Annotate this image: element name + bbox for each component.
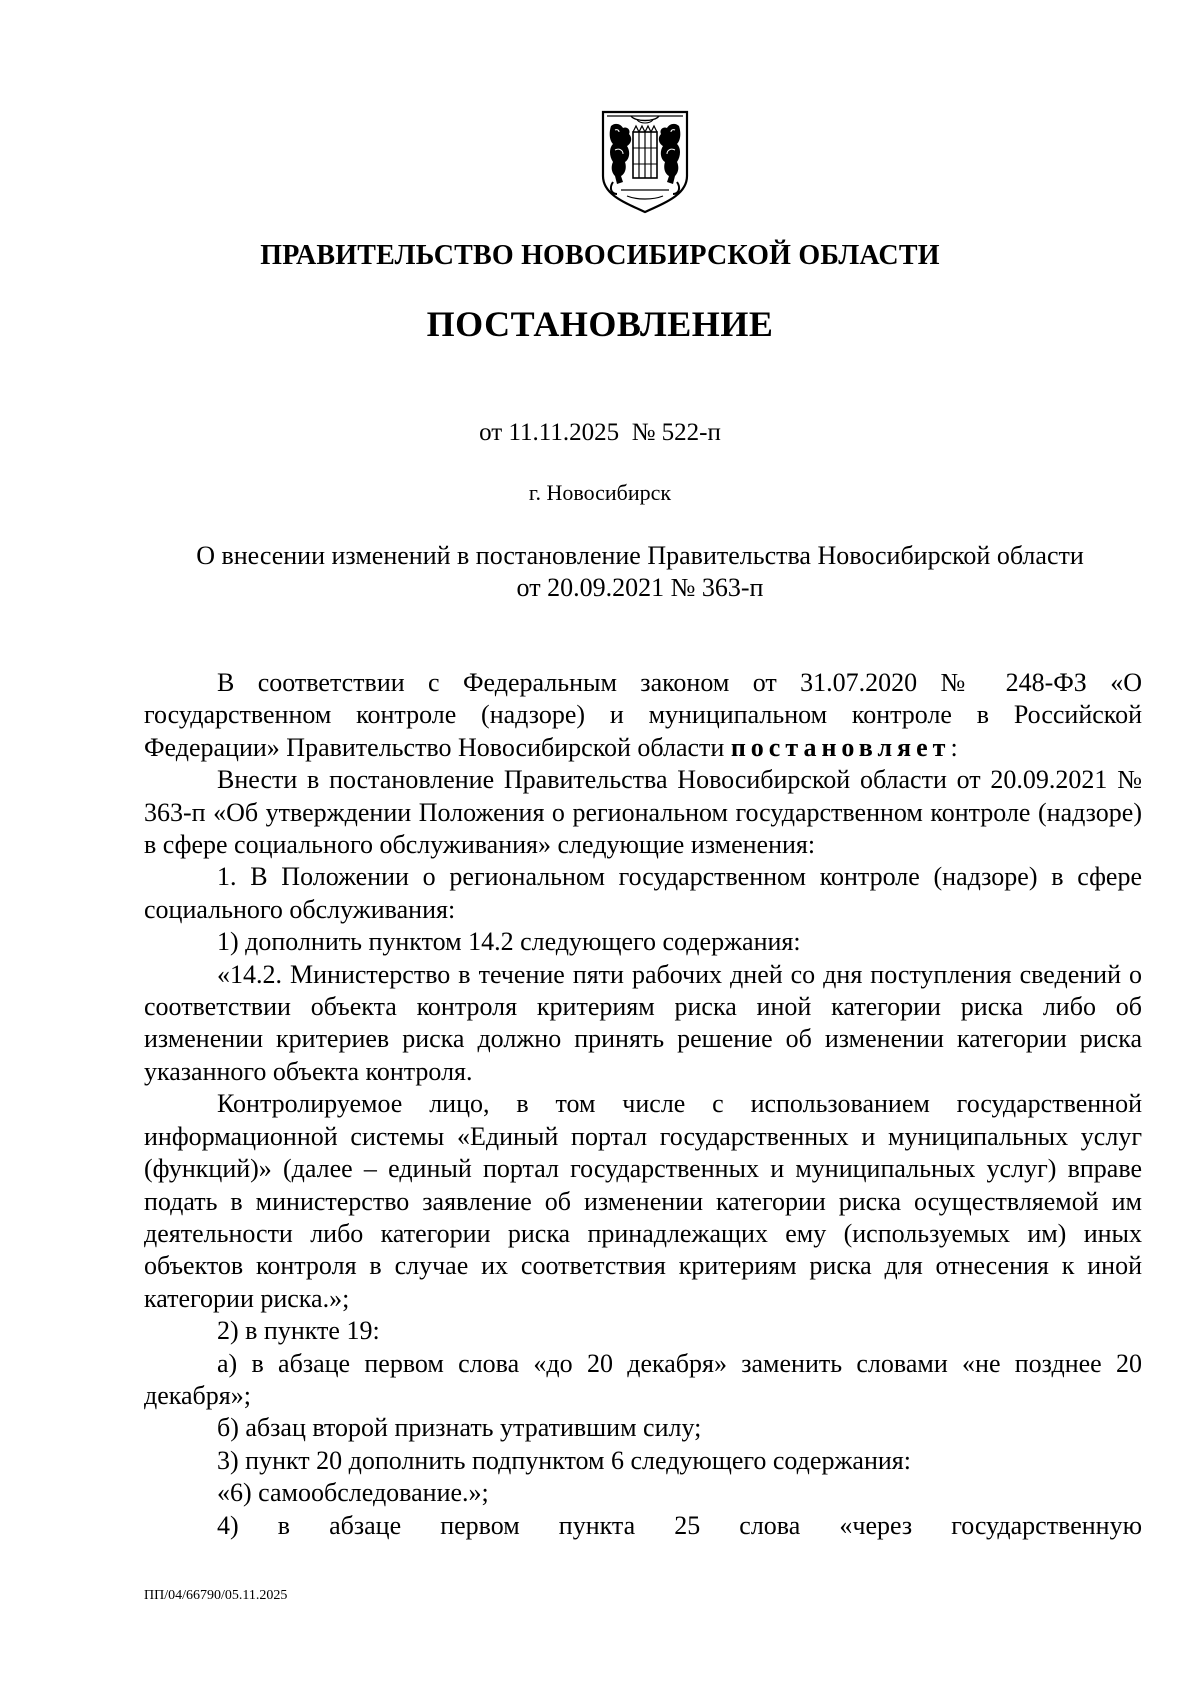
document-date-number: от 11.11.2025 № 522-п [479,419,721,446]
body-paragraph: 4) в абзаце первом пункта 25 слова «через государственную [217,1510,1142,1540]
preamble-text: В соответствии с Федеральным законом от 31.07.2020 № 248-ФЗ «О государственном контроле (надзоре) и муниципальном контроле в Российской Федерации» Правительство Новосибирской области [144,668,1142,762]
preamble-colon: : [950,732,958,762]
body-paragraph: 2) в пункте 19: [217,1316,380,1346]
document-subject [150,540,1130,604]
coat-of-arms-icon [601,110,689,214]
body-paragraph: б) абзац второй признать утратившим силу; [217,1413,702,1443]
body-paragraph: «14.2. Министерство в течение пяти рабочих дней со дня поступления сведений о соответствии объекта контроля критериям риска иной категории риска либо об изменении критериев риска должно принять решение об изменении категории риска указанного объекта контроля. [144,959,1142,1086]
preamble-keyword: постановляет [730,732,951,762]
body-paragraph: а) в абзаце первом слова «до 20 декабря» заменить словами «не позднее 20 декабря»; [144,1348,1142,1410]
body-paragraph: Внести в постановление Правительства Новосибирской области от 20.09.2021 № 363-п «Об утверждении Положения о региональном государственном контроле (надзоре) в сфере социального обслуживания» следующие изменения: [144,765,1142,860]
body-paragraph: 3) пункт 20 дополнить подпунктом 6 следующего содержания: [217,1445,911,1475]
document-city: г. Новосибирск [528,480,672,505]
document-type: ПОСТАНОВЛЕНИЕ [426,304,774,344]
subject-line-1: О внесении изменений в постановление Правительства Новосибирской области [196,541,1084,570]
body-paragraph: Контролируемое лицо, в том числе с использованием государственной информационной системы «Единый портал государственных и муниципальных услуг (функций)» (далее – единый портал государственных и муниципальных услуг) вправе подать в министерство заявление об изменении категории риска осуществляемой им деятельности либо категории риска принадлежащих ему (используемых им) иных объектов контроля в случае их соответствия критериям риска для отнесения к иной категории риска.»; [144,1089,1142,1313]
issuing-authority: ПРАВИТЕЛЬСТВО НОВОСИБИРСКОЙ ОБЛАСТИ [260,240,940,271]
body-paragraph: 1) дополнить пунктом 14.2 следующего содержания: [217,927,801,957]
document-registration-code: ПП/04/66790/05.11.2025 [144,1588,288,1603]
body-paragraph: «6) самообследование.»; [217,1478,489,1508]
body-paragraph: 1. В Положении о региональном государственном контроле (надзоре) в сфере социального обслуживания: [144,862,1142,924]
preamble-paragraph [144,667,1142,764]
document-body [144,667,1142,1542]
subject-line-2: от 20.09.2021 № 363-п [516,573,764,602]
